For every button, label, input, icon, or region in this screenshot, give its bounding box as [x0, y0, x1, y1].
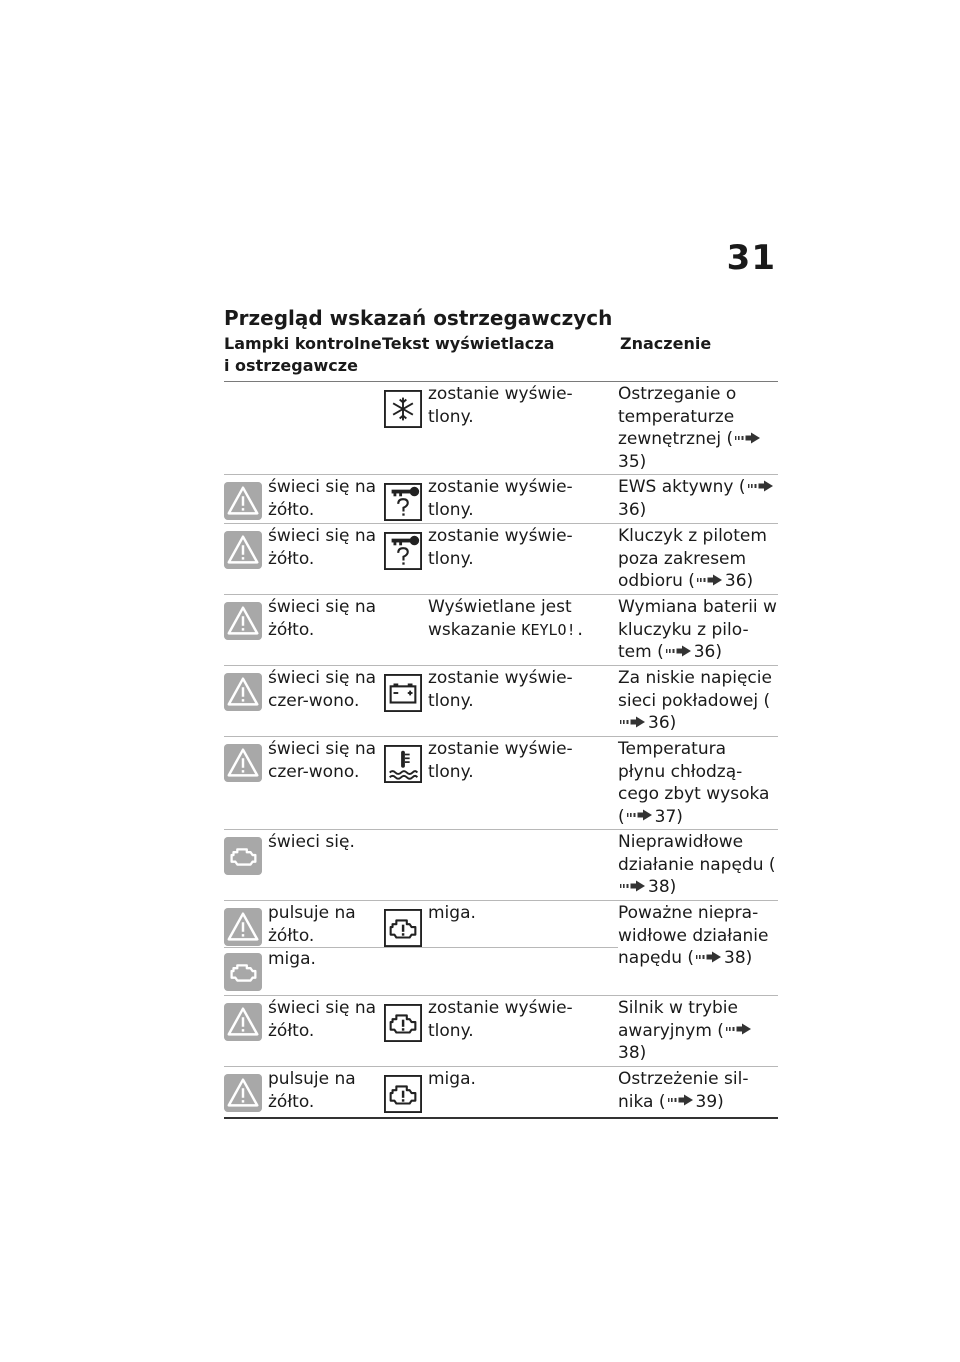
page-reference-link[interactable]: 36) — [693, 642, 722, 662]
table-row — [224, 595, 778, 666]
reference-arrow-icon — [620, 879, 646, 893]
table-row — [224, 382, 778, 475]
display-text: zostanie wyświe-tlony. — [428, 998, 573, 1041]
meaning: Ostrzeżenie sil-nika ( 39) — [618, 1069, 749, 1112]
light-state: pulsuje na żółto. — [268, 1069, 356, 1112]
reference-arrow-icon — [697, 573, 723, 587]
warning-triangle-icon — [224, 482, 262, 520]
engine-exclamation-icon — [384, 1004, 422, 1042]
engine-icon — [224, 953, 262, 991]
display-text: zostanie wyświe-tlony. — [428, 739, 573, 782]
meaning: Poważne niepra-widłowe działanie napędu ( 38) — [618, 903, 769, 968]
engine-icon — [224, 837, 262, 875]
meaning: Wymiana baterii w kluczyku z pilo-tem ( 36) — [618, 597, 777, 662]
reference-arrow-icon — [627, 808, 653, 822]
light-state: świeci się na żółto. — [268, 526, 377, 569]
display-text: miga. — [428, 903, 476, 923]
page-reference-link[interactable]: 36) — [618, 499, 647, 520]
key-question-icon — [384, 483, 422, 521]
reference-arrow-icon — [748, 479, 774, 493]
reference-arrow-icon — [726, 1022, 752, 1036]
reference-arrow-icon — [735, 431, 761, 445]
meaning: Nieprawidłowe działanie napędu (38) — [618, 832, 776, 897]
meaning: EWS aktywny (36) — [618, 476, 778, 521]
meaning: Ostrzeganie o temperaturze zewnętrznej (35) — [618, 383, 778, 473]
section-title: Przegląd wskazań ostrzegawczych — [224, 306, 613, 330]
display-text: miga. — [428, 1069, 476, 1089]
table-row — [224, 830, 778, 901]
page-reference-link[interactable]: 38) — [724, 948, 753, 968]
page-reference-link[interactable]: 35) — [618, 451, 647, 472]
light-state: świeci się na żółto. — [268, 998, 377, 1041]
display-text: zostanie wyświe-tlony. — [428, 668, 573, 711]
warning-triangle-icon — [224, 744, 262, 782]
light-state: świeci się na żółto. — [268, 477, 377, 520]
light-state: świeci się na czer-wono. — [268, 668, 377, 711]
meaning: Kluczyk z pilotem poza zakresem odbioru ( 36) — [618, 526, 767, 591]
reference-arrow-icon — [620, 715, 646, 729]
snowflake-icon — [384, 390, 422, 428]
table-row — [224, 1067, 778, 1119]
coolant-temperature-icon — [384, 745, 422, 783]
light-state: świeci się na żółto. — [268, 597, 377, 640]
table-row — [224, 524, 778, 595]
page-reference-link[interactable]: 39) — [695, 1091, 724, 1112]
light-state: świeci się na czer-wono. — [268, 739, 377, 782]
battery-icon — [384, 674, 422, 712]
key-question-icon — [384, 532, 422, 570]
warnings-table — [224, 382, 778, 1119]
page-reference-link[interactable]: 36) — [648, 713, 677, 733]
page-number: 31 — [726, 238, 776, 278]
warning-triangle-icon — [224, 531, 262, 569]
warning-triangle-icon — [224, 602, 262, 640]
meaning: Silnik w trybie awaryjnym (38) — [618, 997, 778, 1065]
reference-arrow-icon — [666, 644, 692, 658]
table-row — [224, 737, 778, 830]
table-row — [224, 901, 778, 996]
reference-arrow-icon — [696, 950, 722, 964]
display-text: zostanie wyświe-tlony. — [428, 477, 573, 520]
display-code: KEYLO!. — [521, 620, 585, 639]
page-reference-link[interactable]: 37) — [654, 806, 683, 827]
warning-triangle-icon — [224, 1074, 262, 1112]
column-header-lights: Lampki kontrolne i ostrzegawcze — [224, 334, 382, 375]
light-state: pulsuje na żółto. — [268, 903, 356, 946]
light-state: miga. — [268, 949, 316, 969]
display-text: zostanie wyświe-tlony. — [428, 526, 573, 569]
column-header-meaning: Znaczenie — [620, 334, 712, 353]
meaning: Za niskie napięcie sieci pokładowej (36) — [618, 668, 772, 733]
warning-triangle-icon — [224, 908, 262, 946]
table-row — [224, 666, 778, 737]
warning-triangle-icon — [224, 1003, 262, 1041]
page-reference-link[interactable]: 38) — [618, 1043, 647, 1063]
warning-triangle-icon — [224, 673, 262, 711]
table-row — [224, 475, 778, 524]
engine-exclamation-icon — [384, 909, 422, 947]
display-text: Wyświetlane jest wskazanie KEYLO!. — [428, 597, 585, 640]
reference-arrow-icon — [668, 1093, 694, 1107]
column-header-display-text: Tekst wyświetlacza — [382, 334, 555, 353]
page-reference-link[interactable]: 36) — [724, 571, 754, 591]
engine-exclamation-icon — [384, 1075, 422, 1113]
page-reference-link[interactable]: 38) — [648, 877, 677, 897]
table-row — [224, 996, 778, 1067]
display-text: zostanie wyświe-tlony. — [428, 384, 573, 427]
light-state: świeci się. — [268, 832, 355, 852]
meaning: Temperatura płynu chłodzą-cego zbyt wysoka ( 37) — [618, 739, 770, 827]
